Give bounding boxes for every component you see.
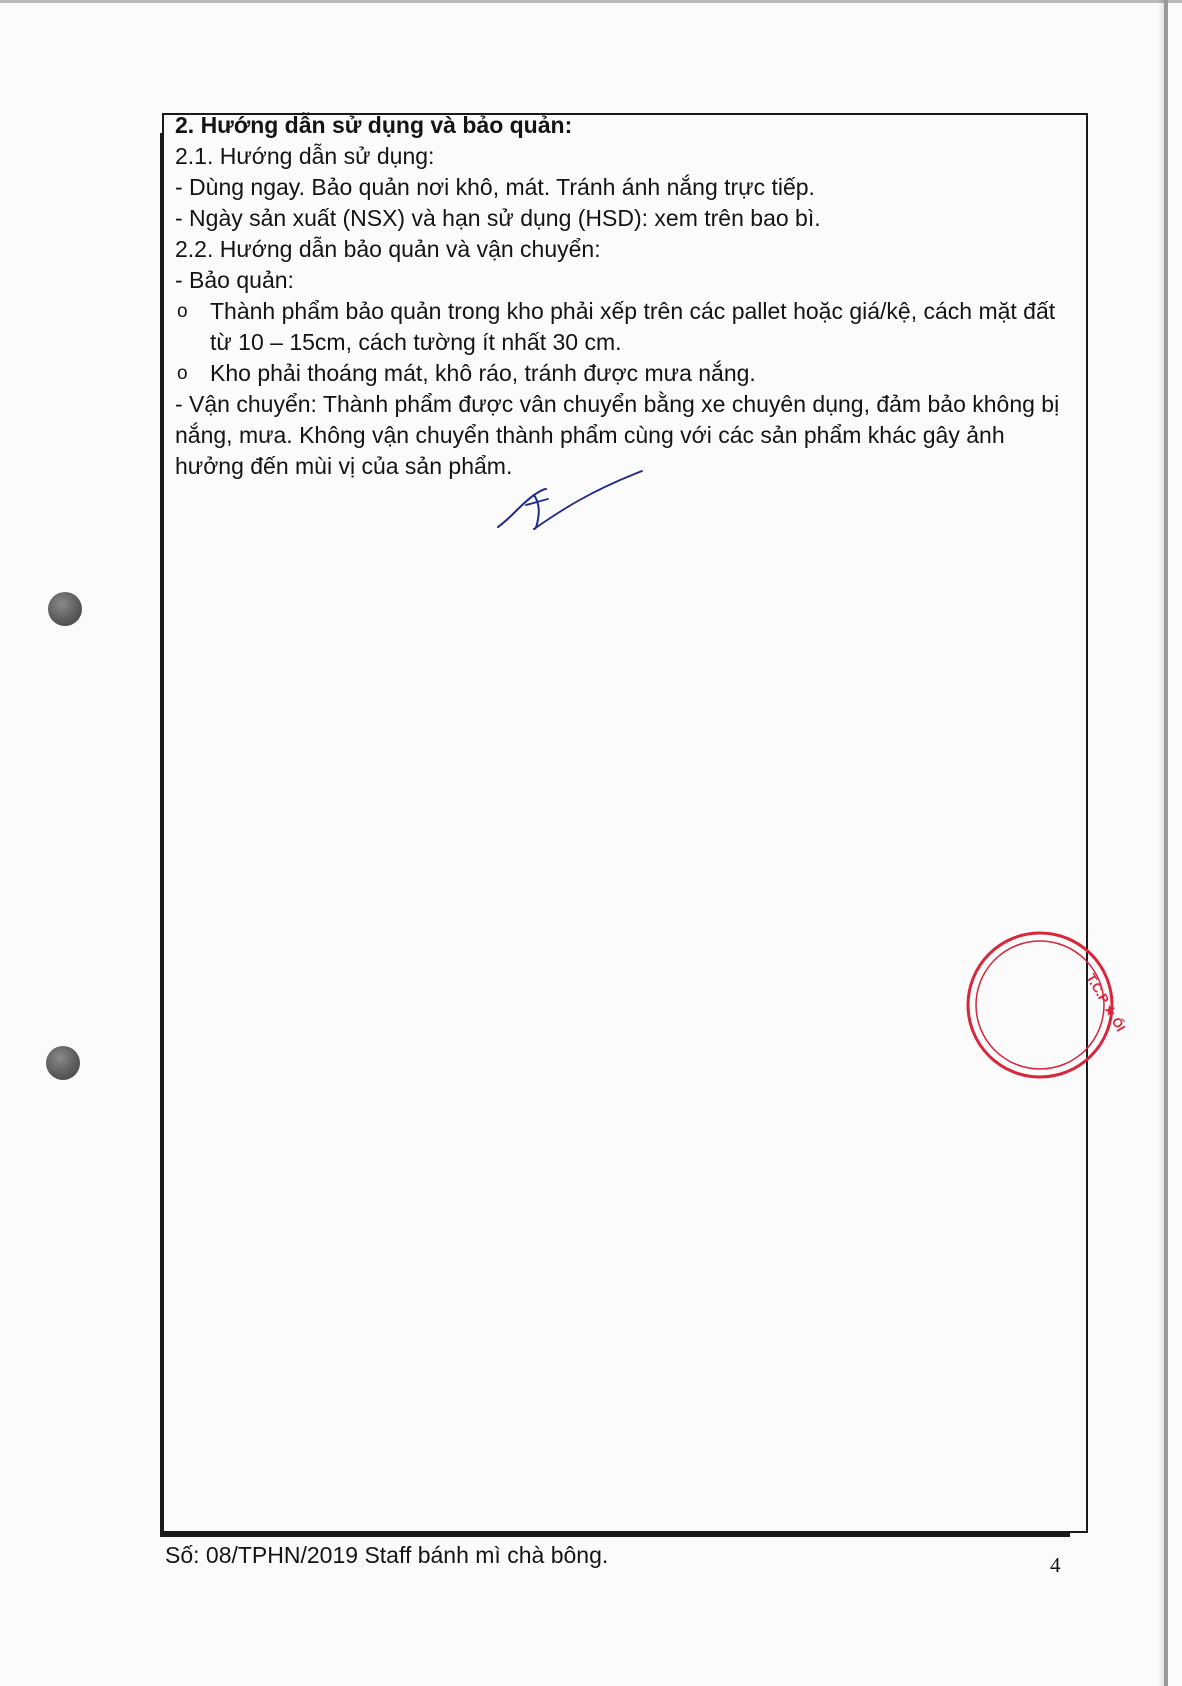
storage-bullet-item-2: [175, 358, 1075, 389]
section-heading: 2. Hướng dẫn sử dụng và bảo quản:: [175, 112, 573, 138]
punch-hole-upper: [48, 592, 82, 626]
storage-bullet-item-1: [175, 296, 1075, 358]
punch-hole-lower: [46, 1046, 80, 1080]
scan-top-edge: [0, 0, 1182, 3]
seal-text: T.C.P ★ ỔI: [1083, 971, 1129, 1035]
usage-line-2: - Ngày sản xuất (NSX) và hạn sử dụng (HSD): xem trên bao bì.: [175, 205, 821, 231]
transport-paragraph: - Vận chuyển: Thành phẩm được vân chuyển bằng xe chuyên dụng, đảm bảo không bị nắng, mưa. Không vận chuyển thành phẩm cùng với các sản phẩm khác gây ảnh hưởng đến mùi vị của sản phẩm.: [175, 391, 1060, 479]
document-number: Số: 08/TPHN/2019 Staff bánh mì chà bông.: [165, 1542, 609, 1568]
usage-subheading: 2.1. Hướng dẫn sử dụng:: [175, 143, 435, 169]
bullet-circle-icon: o: [177, 363, 188, 384]
storage-bullet-text: Kho phải thoáng mát, khô ráo, tránh được mưa nắng.: [210, 360, 756, 386]
usage-line-1: - Dùng ngay. Bảo quản nơi khô, mát. Tránh ánh nắng trực tiếp.: [175, 174, 815, 200]
bullet-circle-icon: o: [177, 301, 188, 322]
storage-transport-subheading: 2.2. Hướng dẫn bảo quản và vận chuyển:: [175, 236, 601, 262]
page-number: 4: [1050, 1553, 1061, 1577]
storage-label: - Bảo quản:: [175, 267, 294, 293]
storage-bullet-text: Thành phẩm bảo quản trong kho phải xếp trên các pallet hoặc giá/kệ, cách mặt đất từ 10 – 15cm, cách tường ít nhất 30 cm.: [210, 298, 1056, 355]
red-company-seal: [1060, 925, 1129, 1085]
usage-storage-section: [175, 110, 1075, 482]
scan-right-edge: [1164, 0, 1168, 1686]
handwritten-signature: [490, 465, 650, 535]
